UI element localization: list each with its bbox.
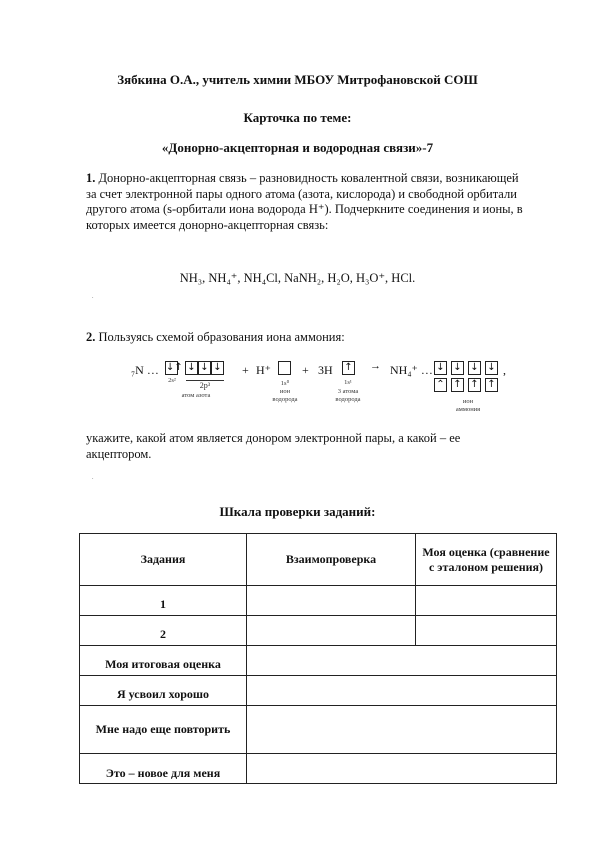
table-row <box>80 706 557 754</box>
caption-nh4-1: ион <box>462 398 474 405</box>
nh4-orbital-4: ↓ <box>485 361 498 375</box>
label-h-1s0: 1s⁰ <box>280 380 290 387</box>
cell-final-grade[interactable] <box>247 646 557 676</box>
label-2p: 2p³ <box>186 380 224 390</box>
cell-new-for-me[interactable] <box>247 754 557 784</box>
table-header-row <box>80 534 557 586</box>
task2-text <box>86 330 526 346</box>
cell-my-2[interactable] <box>416 616 557 646</box>
nh4-orbital-8: ↑ <box>485 378 498 392</box>
task1-number: 1. <box>86 171 96 185</box>
task1-text <box>86 171 526 233</box>
orbital-2s: ↓↑ <box>166 362 183 373</box>
cell-learned-well[interactable] <box>247 676 557 706</box>
cell-my-1[interactable] <box>416 586 557 616</box>
caption-h-ion-2: водорода <box>272 396 298 403</box>
plus-sign-1: + <box>242 363 249 377</box>
table-row <box>80 754 557 784</box>
orbital-h-empty <box>278 361 291 375</box>
cell-peer-2[interactable] <box>247 616 416 646</box>
caption-3h-2: водорода <box>335 396 361 403</box>
orbital-h-1s1: ↑ <box>342 361 355 375</box>
dot-mark: . <box>92 294 94 300</box>
three-h-symbol: 3H <box>318 363 333 377</box>
author-line: Зябкина О.А., учитель химии МБОУ Митрофановской СОШ <box>117 72 478 87</box>
cell-peer-1[interactable] <box>247 586 416 616</box>
table-row <box>80 586 557 616</box>
ammonium-symbol: NH₄⁺ … <box>390 363 433 377</box>
table-row <box>80 646 557 676</box>
caption-3h-1: 3 атома <box>337 388 359 395</box>
cell-need-repeat[interactable] <box>247 706 557 754</box>
row-new-for-me: Это – новое для меня <box>80 754 247 784</box>
card-title: Карточка по теме: <box>243 110 352 125</box>
nh4-orbital-7: ↑ <box>468 378 481 392</box>
table-row <box>80 616 557 646</box>
nh4-orbital-1: ↓ <box>434 361 447 375</box>
grading-table <box>79 533 557 784</box>
label-3h-1s1: 1s¹ <box>344 379 352 386</box>
nitrogen-symbol: ₇N … <box>131 363 159 377</box>
header-my-grade: Моя оценка (сравнение с эталоном решения) <box>416 534 557 586</box>
nh4-orbital-2: ↓ <box>451 361 464 375</box>
dot-mark-2: . <box>92 475 94 481</box>
task1-body: Донорно-акцепторная связь – разновидность ковалентной связи, возникающей за счет электронной пары одного атома (азота, кислорода) и свободной орбитали другого атома (s-орбитали иона водорода Н⁺). Подчеркните соединения и ионы, в которых имеется донорно-акцепторная связь: <box>86 171 523 232</box>
row-final-grade: Моя итоговая оценка <box>80 646 247 676</box>
orbital-2p-2: ↓ <box>198 361 211 375</box>
task1-formulas: NH₃, NH₄⁺, NH₄Cl, NaNH₂, H₂O, H₃O⁺, HCl. <box>179 271 416 285</box>
h-ion-symbol: H⁺ <box>256 363 271 377</box>
topic-title: «Донорно-акцепторная и водородная связи»-7 <box>161 140 434 155</box>
caption-nitrogen: атом азота <box>181 392 211 399</box>
orbital-2p-3: ↓ <box>211 361 224 375</box>
nh4-orbital-3: ↓ <box>468 361 481 375</box>
row-learned-well: Я усвоил хорошо <box>80 676 247 706</box>
nh4-orbital-5: ⌃ <box>434 378 447 392</box>
grading-title: Шкала проверки заданий: <box>219 504 376 519</box>
nh4-orbital-6: ↑ <box>451 378 464 392</box>
header-tasks: Задания <box>80 534 247 586</box>
task2-number: 2. <box>86 330 96 344</box>
row-task-1: 1 <box>80 586 247 616</box>
plus-sign-2: + <box>302 363 309 377</box>
caption-nh4-2: аммония <box>455 406 481 413</box>
table-row <box>80 676 557 706</box>
caption-h-ion-1: ион <box>279 388 291 395</box>
header-peer-review: Взаимопроверка <box>247 534 416 586</box>
orbital-2p-1: ↓ <box>185 361 198 375</box>
row-need-repeat: Мне надо еще повторить <box>80 706 247 754</box>
scheme-comma: , <box>503 363 506 377</box>
reaction-arrow: → <box>370 360 381 372</box>
row-task-2: 2 <box>80 616 247 646</box>
label-2s: 2s² <box>168 377 176 384</box>
task2-body: Пользуясь схемой образования иона аммония: <box>95 330 345 344</box>
task2-after-text: укажите, какой атом является донором электронной пары, а какой – ее акцептором. <box>86 431 461 461</box>
